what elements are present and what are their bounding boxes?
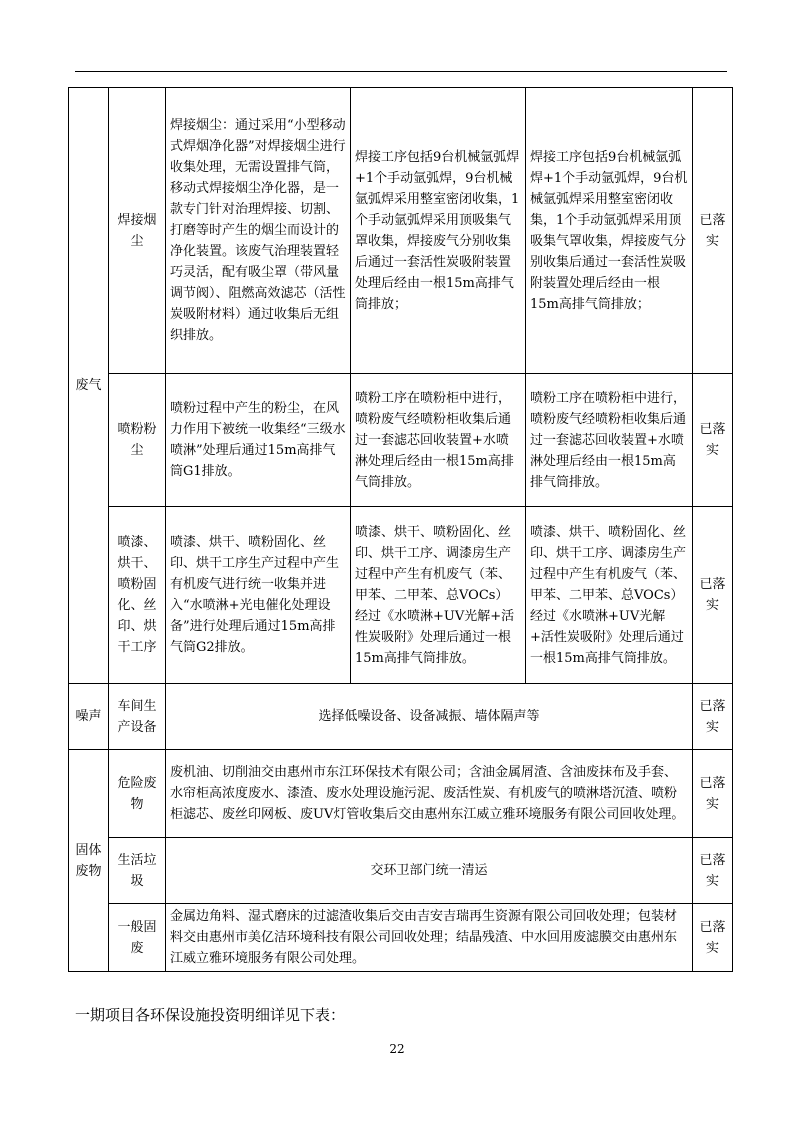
item-domestic-garbage: 生活垃圾 <box>109 838 166 904</box>
acceptance-measure: 喷漆、烘干、喷粉固化、丝印、烘干工序、调漆房生产过程中产生有机废气（苯、甲苯、二甲苯、总VOCs）经过《水喷淋+UV光解+活性炭吸附》处理后通过一根15m高排气筒排放。 <box>526 507 693 684</box>
eia-measure: 焊接烟尘：通过采用“小型移动式焊烟净化器”对焊接烟尘进行收集处理，无需设置排气筒，移动式焊接烟尘净化器，是一款专门针对治理焊接、切割、打磨等时产生的烟尘而设计的净化装置。该废气治理装置轻巧灵活，配有吸尘罩（带风量调节阀）、阻燃高效滤芯（活性炭吸附材料）通过收集后无组织排放。 <box>166 88 351 374</box>
status-cell: 已落实 <box>693 684 733 750</box>
status-cell: 已落实 <box>693 904 733 972</box>
acceptance-measure: 喷粉工序在喷粉柜中进行，喷粉废气经喷粉柜收集后通过一套滤芯回收装置+水喷淋处理后经由一根15m高排气筒排放。 <box>526 374 693 507</box>
hazardous-waste-measure: 废机油、切削油交由惠州市东江环保技术有限公司；含油金属屑渣、含油废抹布及手套、水帘柜高浓度废水、漆渣、废水处理设施污泥、废活性炭、有机废气的喷淋塔沉渣、喷粉柜滤芯、废丝印网板、废UV灯管收集后交由惠州东江威立雅环境服务有限公司回收处理。 <box>166 750 693 838</box>
eia-measure: 喷漆、烘干、喷粉固化、丝印、烘干工序生产过程中产生有机废气进行统一收集并进入“水喷淋+光电催化处理设备”进行处理后通过15m高排气筒G2排放。 <box>166 507 351 684</box>
acceptance-measure: 焊接工序包括9台机械氩弧焊+1个手动氩弧焊，9台机械氩弧焊采用整室密闭收集，1个手动氩弧焊采用顶吸集气罩收集，焊接废气分别收集后通过一套活性炭吸附装置处理后经由一根15m高排气筒排放； <box>526 88 693 374</box>
header-rule <box>75 71 727 72</box>
item-painting-process: 喷漆、烘干、喷粉固化、丝印、烘干工序 <box>109 507 166 684</box>
table-row <box>69 904 733 972</box>
status-cell: 已落实 <box>693 838 733 904</box>
item-welding-fume: 焊接烟尘 <box>109 88 166 374</box>
table-row <box>69 374 733 507</box>
table-row <box>69 838 733 904</box>
table-row <box>69 88 733 374</box>
item-workshop-equipment: 车间生产设备 <box>109 684 166 750</box>
eia-measure: 喷粉过程中产生的粉尘，在风力作用下被统一收集经“三级水喷淋”处理后通过15m高排气筒G1排放。 <box>166 374 351 507</box>
status-cell: 已落实 <box>693 88 733 374</box>
actual-measure: 焊接工序包括9台机械氩弧焊+1个手动氩弧焊，9台机械氩弧焊采用整室密闭收集，1个手动氩弧焊采用顶吸集气罩收集，焊接废气分别收集后通过一套活性炭吸附装置处理后经由一根15m高排气筒排放； <box>351 88 526 374</box>
category-waste-gas: 废气 <box>69 88 109 684</box>
actual-measure: 喷粉工序在喷粉柜中进行，喷粉废气经喷粉柜收集后通过一套滤芯回收装置+水喷淋处理后经由一根15m高排气筒排放。 <box>351 374 526 507</box>
status-cell: 已落实 <box>693 374 733 507</box>
table-row <box>69 684 733 750</box>
actual-measure: 喷漆、烘干、喷粉固化、丝印、烘干工序、调漆房生产过程中产生有机废气（苯、甲苯、二甲苯、总VOCs）经过《水喷淋+UV光解+活性炭吸附》处理后通过一根15m高排气筒排放。 <box>351 507 526 684</box>
environmental-measures-table <box>68 87 733 972</box>
item-hazardous-waste: 危险废物 <box>109 750 166 838</box>
footer-text: 一期项目各环保设施投资明细详见下表： <box>75 1006 346 1024</box>
table-row <box>69 750 733 838</box>
category-solid-waste: 固体废物 <box>69 750 109 972</box>
category-noise: 噪声 <box>69 684 109 750</box>
noise-measure: 选择低噪设备、设备减振、墙体隔声等 <box>166 684 693 750</box>
table-row <box>69 507 733 684</box>
status-cell: 已落实 <box>693 750 733 838</box>
status-cell: 已落实 <box>693 507 733 684</box>
general-solid-waste-measure: 金属边角料、湿式磨床的过滤渣收集后交由吉安吉瑞再生资源有限公司回收处理；包装材料交由惠州市美亿洁环境科技有限公司回收处理；结晶残渣、中水回用废滤膜交由惠州东江威立雅环境服务有限公司处理。 <box>166 904 693 972</box>
page-number: 22 <box>389 1042 405 1056</box>
item-general-solid-waste: 一般固废 <box>109 904 166 972</box>
domestic-garbage-measure: 交环卫部门统一清运 <box>166 838 693 904</box>
item-powder-dust: 喷粉粉尘 <box>109 374 166 507</box>
